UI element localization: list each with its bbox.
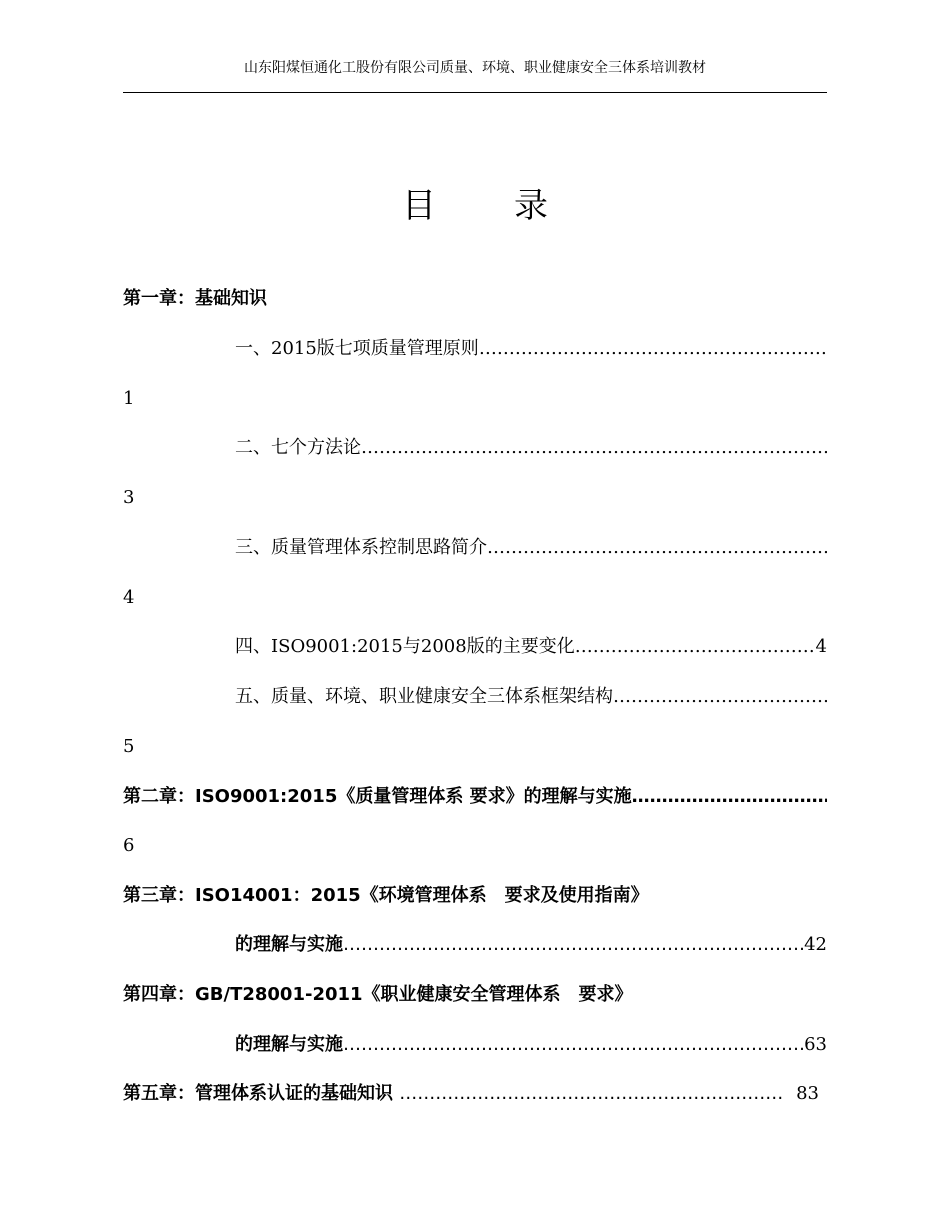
toc-chapter-4-sublabel: 的理解与实施 — [235, 1034, 343, 1055]
toc-chapter-2-label: 第二章：ISO9001:2015《质量管理体系 要求》的理解与实施 — [123, 786, 632, 807]
toc-chapter-1[interactable] — [123, 287, 827, 311]
toc-chapter-2[interactable] — [123, 785, 827, 809]
toc-item-label: 二、七个方法论 — [235, 437, 361, 458]
toc-page-number: 6 — [123, 835, 135, 856]
toc-page-number: 3 — [123, 487, 135, 508]
toc-chapter-1-label: 第一章：基础知识 — [123, 288, 267, 309]
toc-chapter-5[interactable] — [123, 1082, 827, 1106]
toc-item-label: 三、质量管理体系控制思路简介 — [235, 537, 487, 558]
toc-chapter-4-label: 第四章：GB/T28001-2011《职业健康安全管理体系 要求》 — [123, 984, 633, 1005]
dot-leader — [479, 337, 827, 361]
toc-item-1-4[interactable] — [235, 635, 827, 659]
toc-item-1-2[interactable] — [235, 436, 827, 460]
dot-leader — [399, 1082, 784, 1106]
header-rule — [123, 92, 827, 93]
toc-item-1-3[interactable] — [235, 536, 827, 560]
toc-chapter-4[interactable] — [123, 983, 827, 1007]
toc-page-number: 42 — [804, 934, 827, 955]
title-char-2: 录 — [514, 186, 548, 226]
page-title — [0, 178, 950, 227]
toc-item-1-1[interactable] — [235, 337, 827, 361]
toc-page-number: 4 — [123, 587, 135, 608]
toc-page-number: 5 — [123, 736, 135, 757]
toc-chapter-3-sub[interactable] — [235, 933, 827, 957]
dot-leader — [632, 785, 827, 809]
dot-leader — [343, 933, 804, 957]
toc-item-label: 一、2015版七项质量管理原则 — [235, 338, 479, 359]
toc-chapter-3-sublabel: 的理解与实施 — [235, 934, 343, 955]
page-header: 山东阳煤恒通化工股份有限公司质量、环境、职业健康安全三体系培训教材 — [244, 60, 706, 76]
dot-leader — [343, 1033, 804, 1057]
toc-page-number: 83 — [796, 1083, 819, 1104]
toc-chapter-5-label: 第五章：管理体系认证的基础知识 — [123, 1083, 400, 1104]
dot-leader — [613, 685, 827, 709]
toc-page-number: 4 — [815, 636, 827, 657]
toc-item-label: 五、质量、环境、职业健康安全三体系框架结构 — [235, 686, 613, 707]
dot-leader — [361, 436, 827, 460]
toc-item-1-5[interactable] — [235, 685, 827, 709]
toc-item-label: 四、ISO9001:2015与2008版的主要变化 — [235, 636, 575, 657]
toc-chapter-3[interactable] — [123, 884, 827, 908]
dot-leader — [487, 536, 827, 560]
toc-chapter-4-sub[interactable] — [235, 1033, 827, 1057]
dot-leader — [575, 635, 816, 659]
toc-chapter-3-label: 第三章：ISO14001：2015《环境管理体系 要求及使用指南》 — [123, 885, 649, 906]
toc-page-number: 1 — [123, 388, 135, 409]
title-char-1: 目 — [402, 186, 436, 226]
toc-page-number: 63 — [804, 1034, 827, 1055]
